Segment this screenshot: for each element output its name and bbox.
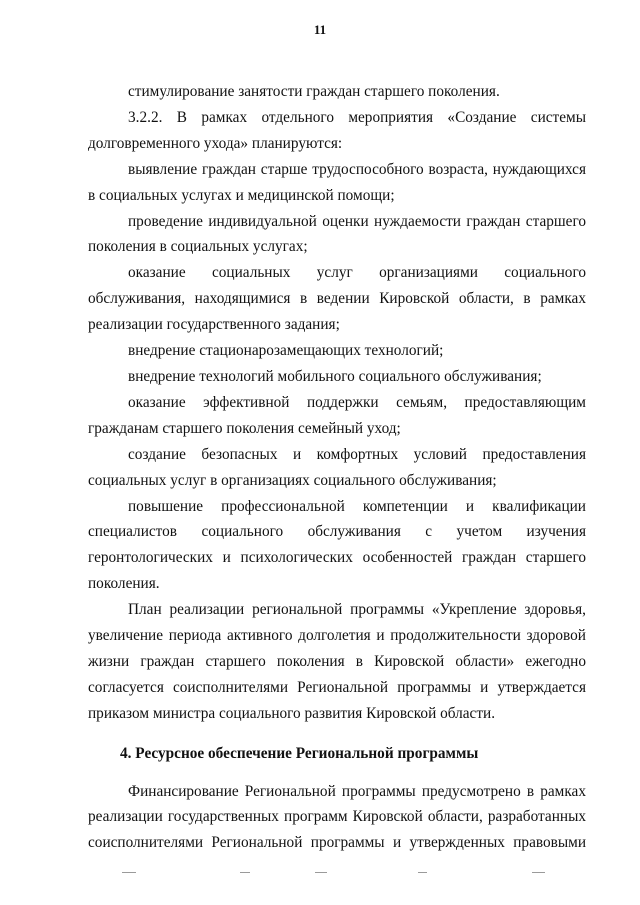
- paragraph-identification: выявление граждан старше трудоспособного возраста, нуждающихся в социальных услугах и медицинской помощи;: [88, 160, 586, 204]
- paragraph-mobile-service: внедрение технологий мобильного социального обслуживания;: [128, 367, 542, 385]
- scan-mark: [418, 872, 427, 873]
- paragraph-family-support: оказание эффективной поддержки семьям, предоставляющим гражданам старшего поколения семейный уход;: [88, 393, 586, 437]
- paragraph-financing: Финансирование Региональной программы предусмотрено в рамках реализации государственных программ Кировской области, разработанных соисполнителями Региональной программы и утвержденных правовыми: [88, 782, 586, 852]
- paragraph-employment-stimulation: стимулирование занятости граждан старшего поколения.: [128, 83, 500, 100]
- scan-mark: [532, 872, 545, 873]
- paragraph-individual-assessment: проведение индивидуальной оценки нуждаемости граждан старшего поколения в социальных услугах;: [88, 212, 586, 256]
- scan-artifact-marks: [100, 872, 570, 878]
- scan-mark: [315, 872, 327, 873]
- paragraph-safe-conditions: создание безопасных и комфортных условий предоставления социальных услуг в организациях социального обслуживания;: [88, 445, 586, 489]
- scan-mark: [122, 872, 136, 873]
- paragraph-professional-competence: повышение профессиональной компетенции и квалификации специалистов социального обслуживания с учетом изучения геронтологических и психологических особенностей граждан старшего поколения.: [88, 497, 586, 593]
- paragraph-social-services: оказание социальных услуг организациями социального обслуживания, находящимися в ведении Кировской области, в рамках реализации государственного задания;: [88, 264, 586, 334]
- paragraph-inpatient-replacing: внедрение стационарозамещающих технологий;: [128, 342, 444, 360]
- page-number: 11: [313, 22, 327, 37]
- section-heading: 4. Ресурсное обеспечение Региональной программы: [120, 744, 479, 762]
- document-body: [88, 79, 586, 856]
- paragraph-implementation-plan: План реализации региональной программы «Укрепление здоровья, увеличение периода активного долголетия и продолжительности здоровой жизни граждан старшего поколения в Кировской области» ежегодно согласуется соисполнителями Региональной программы и утверждается приказом министра социального развития Кировской области.: [88, 601, 586, 722]
- paragraph-long-term-care-intro: 3.2.2. В рамках отдельного мероприятия «Создание системы долговременного ухода» планируются:: [88, 108, 586, 152]
- scan-mark: [240, 872, 250, 873]
